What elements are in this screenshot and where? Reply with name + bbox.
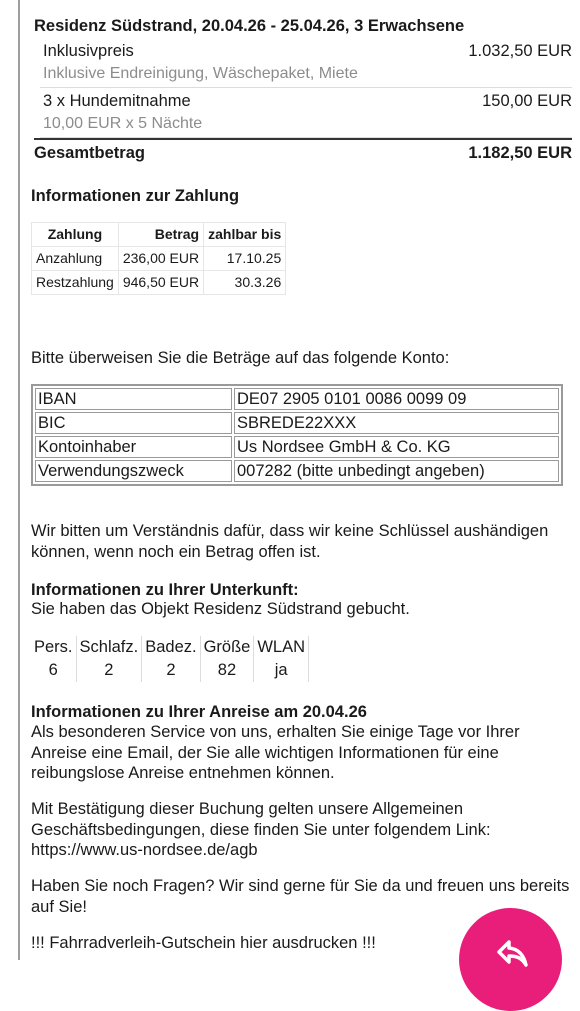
table-header-row xyxy=(32,223,286,247)
table-row xyxy=(35,412,559,434)
payment-info-title: Informationen zur Zahlung xyxy=(31,187,240,205)
table-cell: 30.3.26 xyxy=(204,271,286,295)
booking-summary xyxy=(34,14,572,166)
table-row xyxy=(35,436,559,458)
column-header: Schlafz. xyxy=(76,636,142,659)
terms-text xyxy=(31,799,572,861)
total-amount: 1.182,50 EUR xyxy=(468,144,572,162)
table-cell: 236,00 EUR xyxy=(118,247,203,271)
line-item-name: Inklusivpreis xyxy=(43,42,134,60)
bank-intro-text: Bitte überweisen Sie die Beträge auf das folgende Konto: xyxy=(31,349,450,367)
total-label: Gesamtbetrag xyxy=(34,144,145,162)
table-cell: 2 xyxy=(76,659,142,682)
table-cell: 82 xyxy=(200,659,254,682)
table-row xyxy=(35,460,559,482)
bank-field-label: IBAN xyxy=(35,388,232,410)
accommodation-text: Sie haben das Objekt Residenz Südstrand gebucht. xyxy=(31,600,410,618)
accommodation-title: Informationen zu Ihrer Unterkunft: xyxy=(31,581,299,599)
message-quote-border xyxy=(18,0,20,960)
property-details-table xyxy=(31,636,309,682)
bank-field-label: Verwendungszweck xyxy=(35,460,232,482)
bank-field-value: 007282 (bitte unbedingt angeben) xyxy=(234,460,559,482)
table-row xyxy=(31,659,309,682)
column-header: Pers. xyxy=(31,636,76,659)
column-header: Badez. xyxy=(142,636,200,659)
arrival-text: Als besonderen Service von uns, erhalten Sie einige Tage vor Ihrer Anreise eine Email, der Sie alle wichtigen Informationen für eine reibungslose Anreise entnehmen können. xyxy=(31,723,520,782)
table-cell: 2 xyxy=(142,659,200,682)
line-item-amount: 1.032,50 EUR xyxy=(468,42,572,60)
bank-details-table xyxy=(31,384,563,486)
bank-field-label: BIC xyxy=(35,412,232,434)
column-header: Größe xyxy=(200,636,254,659)
line-item xyxy=(40,38,572,88)
agb-link[interactable]: https://www.us-nordsee.de/agb xyxy=(31,841,258,859)
total-row xyxy=(34,138,572,166)
table-cell: Anzahlung xyxy=(32,247,119,271)
table-row xyxy=(35,388,559,410)
arrival-title: Informationen zu Ihrer Anreise am 20.04.26 xyxy=(31,703,367,721)
bike-voucher-link[interactable]: !!! Fahrradverleih-Gutschein hier ausdrucken !!! xyxy=(31,934,376,952)
column-header: zahlbar bis xyxy=(204,223,286,247)
table-cell: ja xyxy=(254,659,309,682)
line-item-detail: Inklusive Endreinigung, Wäschepaket, Miete xyxy=(43,65,358,82)
booking-header: Residenz Südstrand, 20.04.26 - 25.04.26, 3 Erwachsene xyxy=(34,17,465,35)
column-header: WLAN xyxy=(254,636,309,659)
table-cell: 17.10.25 xyxy=(204,247,286,271)
keys-note: Wir bitten um Verständnis dafür, dass wir keine Schlüssel aushändigen können, wenn noch ein Betrag offen ist. xyxy=(31,522,549,561)
closing-text: Haben Sie noch Fragen? Wir sind gerne für Sie da und freuen uns bereits auf Sie! xyxy=(31,877,570,916)
line-item xyxy=(40,88,572,138)
column-header: Betrag xyxy=(118,223,203,247)
table-row xyxy=(32,247,286,271)
terms-body: Mit Bestätigung dieser Buchung gelten unsere Allgemeinen Geschäftsbedingungen, diese finden Sie unter folgendem Link: xyxy=(31,800,491,839)
payment-table xyxy=(31,222,286,295)
line-item-detail: 10,00 EUR x 5 Nächte xyxy=(43,115,203,132)
bank-field-value: Us Nordsee GmbH & Co. KG xyxy=(234,436,559,458)
table-cell: 946,50 EUR xyxy=(118,271,203,295)
table-cell: Restzahlung xyxy=(32,271,119,295)
bank-field-value: DE07 2905 0101 0086 0099 09 xyxy=(234,388,559,410)
table-row xyxy=(32,271,286,295)
column-header: Zahlung xyxy=(32,223,119,247)
reply-icon xyxy=(495,938,529,968)
bank-field-label: Kontoinhaber xyxy=(35,436,232,458)
line-item-name: 3 x Hundemitnahme xyxy=(43,92,191,110)
line-item-amount: 150,00 EUR xyxy=(482,92,572,110)
table-header-row xyxy=(31,636,309,659)
bank-field-value: SBREDE22XXX xyxy=(234,412,559,434)
table-cell: 6 xyxy=(31,659,76,682)
